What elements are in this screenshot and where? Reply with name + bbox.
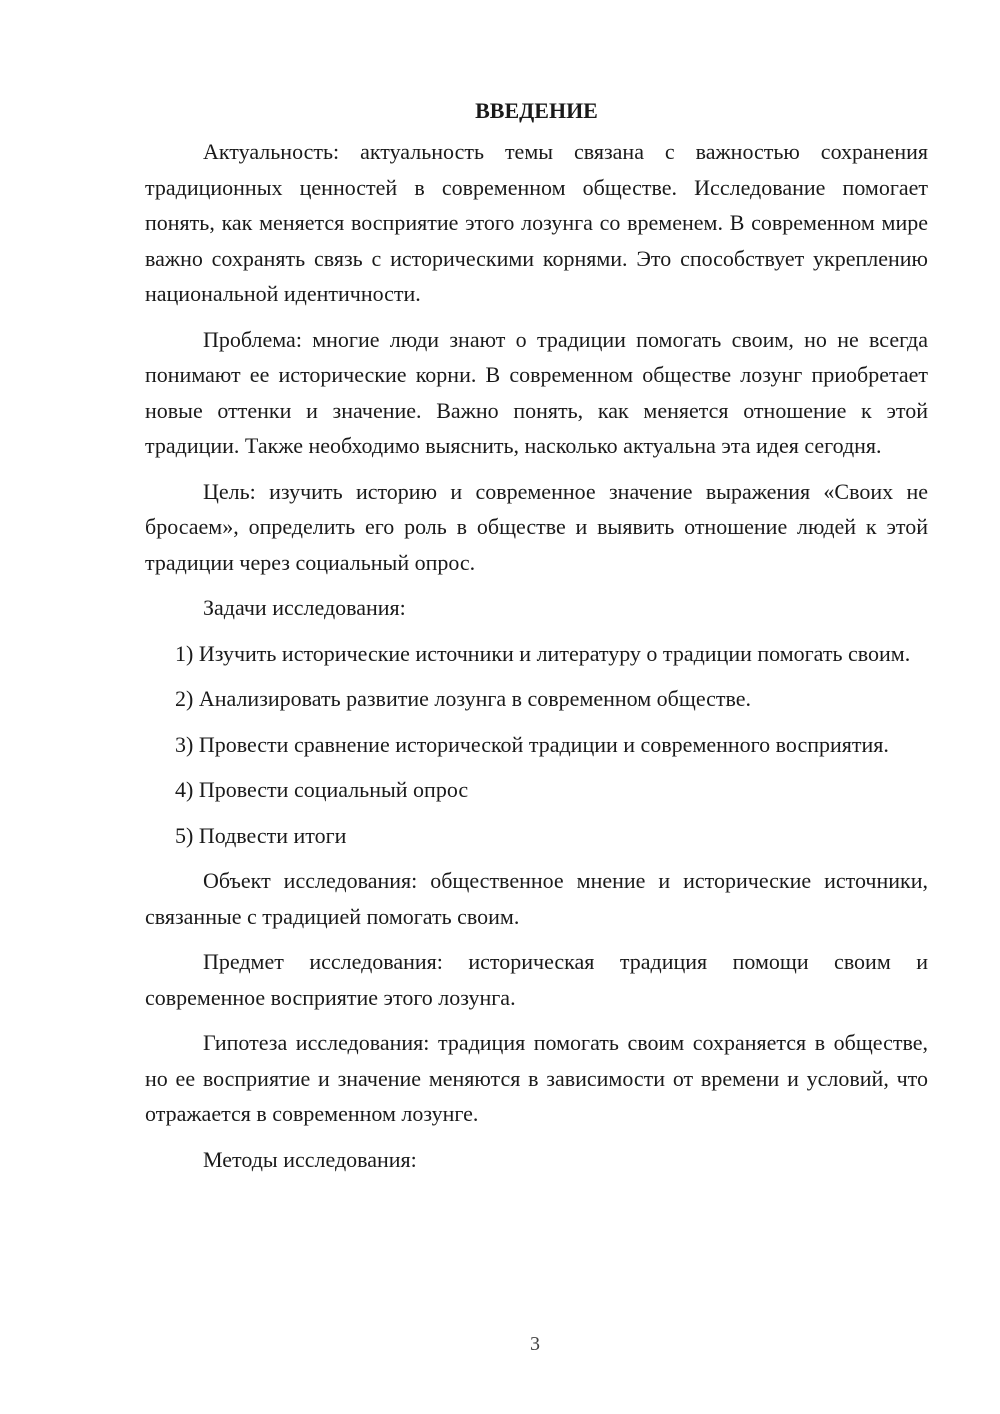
section-heading: ВВЕДЕНИЕ: [475, 98, 598, 123]
task-item-5: 5) Подвести итоги: [175, 822, 347, 848]
task-item-2: 2) Анализировать развитие лозунга в современном обществе.: [175, 686, 752, 711]
paragraph-goal: Цель: изучить историю и современное значение выражения «Своих не бросаем», определить его роль в обществе и выявить отношение людей к этой традиции через социальный опрос.: [145, 478, 928, 575]
paragraph-problem: Проблема: многие люди знают о традиции помогать своим, но не всегда понимают ее исторические корни. В современном обществе лозунг приобретает новые оттенки и значение. Важно понять, как меняется отношение к этой традиции. Также необходимо выяснить, насколько актуальна эта идея сегодня.: [145, 326, 928, 458]
page-content: [145, 96, 928, 1187]
paragraph-subject: Предмет исследования: историческая традиция помощи своим и современное восприятие этого лозунга.: [145, 949, 928, 1010]
paragraph-methods: Методы исследования:: [203, 1146, 417, 1172]
paragraph-hypothesis: Гипотеза исследования: традиция помогать своим сохраняется в обществе, но ее восприятие и значение меняются в зависимости от времени и условий, что отражается в современном лозунге.: [145, 1030, 928, 1126]
task-item-3: 3) Провести сравнение исторической традиции и современного восприятия.: [175, 731, 889, 757]
paragraph-tasks-heading: Задачи исследования:: [203, 595, 406, 620]
task-item-4: 4) Провести социальный опрос: [175, 777, 469, 802]
paragraph-object: Объект исследования: общественное мнение и исторические источники, связанные с традицией помогать своим.: [145, 868, 928, 929]
paragraph-relevance: Актуальность: актуальность темы связана с важностью сохранения традиционных ценностей в современном обществе. Исследование помогает понять, как меняется восприятие этого лозунга со временем. В современном мире важно сохранять связь с историческими корнями. Это способствует укреплению национальной идентичности.: [145, 139, 928, 306]
task-item-1: 1) Изучить исторические источники и литературу о традиции помогать своим.: [175, 640, 911, 666]
page-number: 3: [530, 1333, 540, 1355]
